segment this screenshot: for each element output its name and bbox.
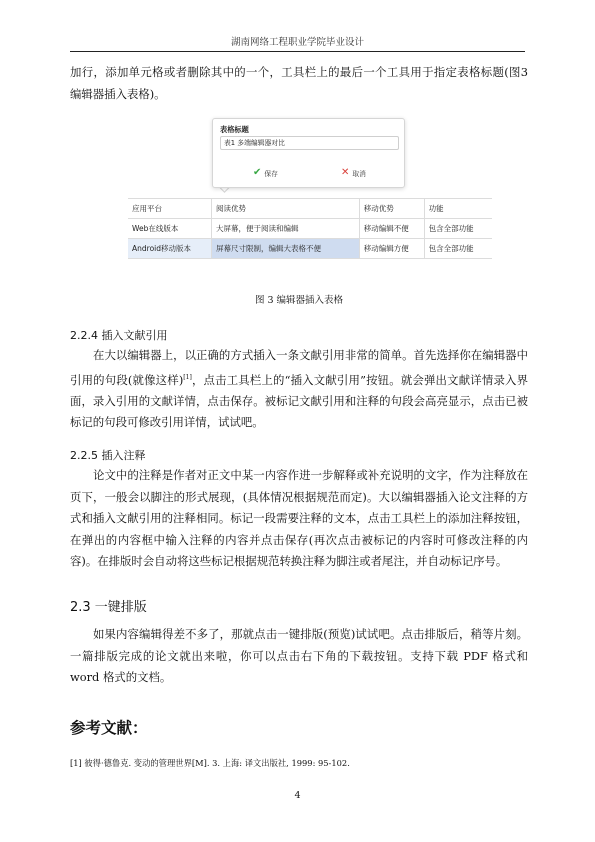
popup-title: 表格标题 (220, 125, 249, 134)
table-cell[interactable]: 包含全部功能 (424, 239, 492, 259)
figure-editor-insert-table (128, 118, 492, 266)
save-button[interactable] (253, 166, 278, 180)
cancel-label: 取消 (352, 170, 366, 178)
paragraph-insert-note: 论文中的注释是作者对正文中某一内容作进一步解释或补充说明的文字，作为注释放在页下，一般会以脚注的形式展现，(具体情况根据规范而定)。大以编辑器插入论文注释的方式和插入文献引用的注释相同。标记一段需要注释的文本，点击工具栏上的添加注释按钮，在弹出的内容框中输入注释的内容并点击保存(再次点击被标记的内容时可修改注释的内容)。在排版时会自动将这些标记根据规范转换注释为脚注或者尾注，并自动标记序号。 (70, 468, 528, 568)
table-cell[interactable]: Android移动版本 (128, 239, 212, 259)
check-icon: ✔ (253, 167, 262, 178)
table-cell[interactable]: 大屏幕，便于阅读和编辑 (212, 219, 360, 239)
table-row (128, 239, 492, 259)
table-cell[interactable]: 包含全部功能 (424, 219, 492, 239)
table-header-row (128, 199, 492, 219)
table-header-cell[interactable]: 移动优势 (359, 199, 424, 219)
intro-paragraph: 加行，添加单元格或者删除其中的一个，工具栏上的最后一个工具用于指定表格标题(图3 编辑器插入表格)。 (70, 65, 528, 101)
table-cell[interactable]: Web在线版本 (128, 219, 212, 239)
table-header-cell[interactable]: 应用平台 (128, 199, 212, 219)
table-header-cell[interactable]: 阅读优势 (212, 199, 360, 219)
citation-marker: [1] (183, 373, 192, 381)
page-header: 湖南网络工程职业学院毕业设计 (70, 34, 525, 52)
section-heading-2-2-4: 2.2.4 插入文献引用 (70, 329, 168, 342)
citation-text-before: 在大以编辑器上，以正确的方式插入一条文献引用非常的简单。首先选择你在编辑器中引用的句段(就像这样) (70, 348, 528, 387)
caption-input[interactable]: 表1 多端编辑器对比 (220, 136, 399, 150)
table-cell[interactable]: 移动编辑不便 (359, 219, 424, 239)
table-caption-popup (212, 118, 405, 188)
figure-caption: 图 3 编辑器插入表格 (254, 295, 344, 306)
close-icon: ✕ (341, 167, 350, 178)
page-number: 4 (294, 790, 301, 801)
table-cell[interactable]: 移动编辑方便 (359, 239, 424, 259)
paragraph-one-click-layout: 如果内容编辑得差不多了，那就点击一键排版(预览)试试吧。点击排版后，稍等片刻。一篇排版完成的论文就出来啦，你可以点击右下角的下载按钮。支持下载 PDF 格式和 word 格式的文档。 (70, 627, 528, 684)
cancel-button[interactable] (341, 166, 366, 180)
reference-item: [1] 彼得·德鲁克. 变动的管理世界[M]. 3. 上海: 译文出版社, 1999: 95-102. (70, 758, 350, 768)
table-cell-selected[interactable]: 屏幕尺寸限制，编辑大表格不便 (212, 239, 360, 259)
comparison-table (128, 198, 492, 259)
paragraph-insert-citation (70, 345, 528, 434)
table-row (128, 219, 492, 239)
references-heading: 参考文献： (70, 719, 148, 737)
citation-text-after: ，点击工具栏上的“插入文献引用”按钮。就会弹出文献详情录入界面，录入引用的文献详情，点击保存。被标记文献引用和注释的句段会高亮显示，点击已被标记的句段可修改引用详情，试试吧。 (70, 372, 528, 430)
save-label: 保存 (264, 170, 278, 178)
section-heading-2-3: 2.3 一键排版 (70, 600, 147, 615)
section-heading-2-2-5: 2.2.5 插入注释 (70, 449, 146, 462)
table-header-cell[interactable]: 功能 (424, 199, 492, 219)
